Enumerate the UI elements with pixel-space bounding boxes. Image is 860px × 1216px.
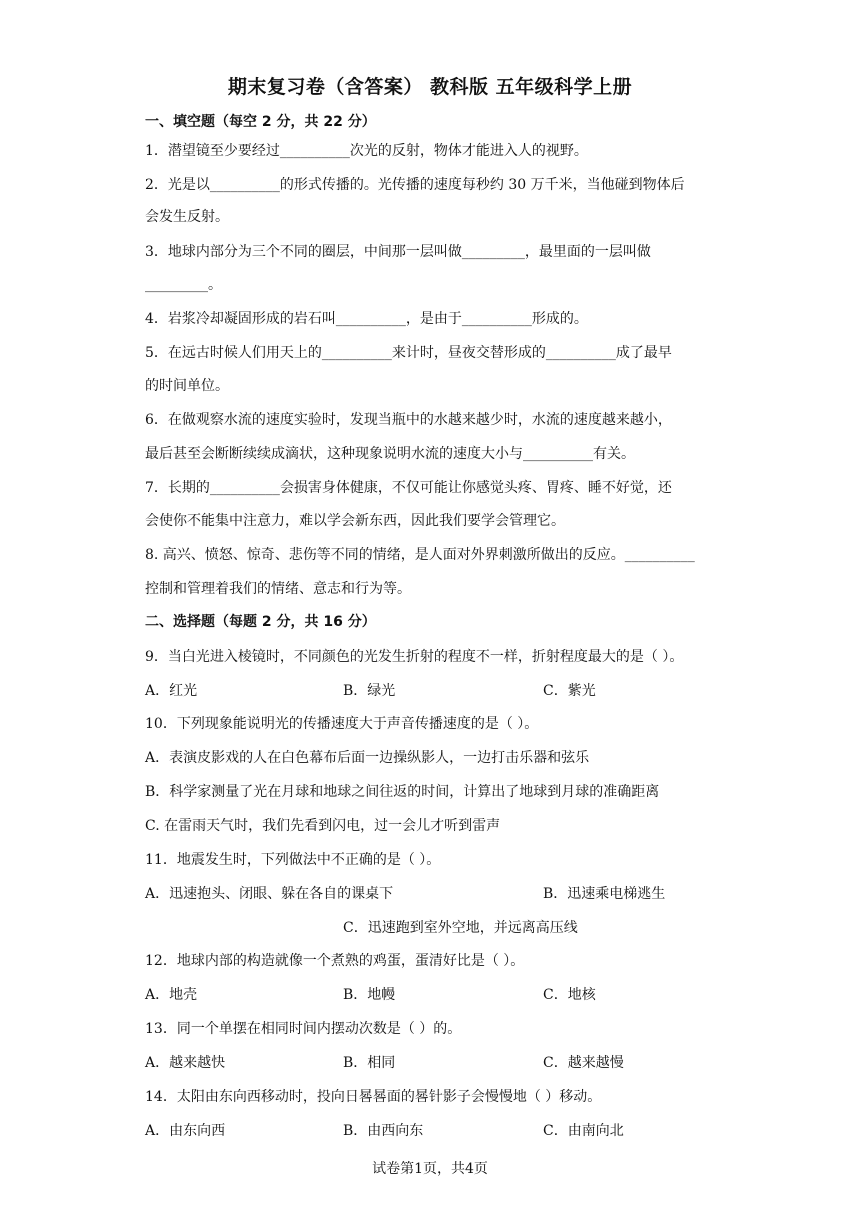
question-2-line-2: 会发生反射。 bbox=[145, 209, 229, 225]
section-heading-multiple-choice: 二、选择题（每题 2 分，共 16 分） bbox=[145, 614, 376, 630]
question-13-option-b: B．相同 bbox=[343, 1055, 396, 1071]
question-9-option-c: C．紫光 bbox=[543, 683, 596, 699]
question-9-option-a: A．红光 bbox=[145, 683, 198, 699]
question-12: 12．地球内部的构造就像一个煮熟的鸡蛋，蛋清好比是（ ）。 bbox=[145, 953, 525, 969]
question-9-option-b: B．绿光 bbox=[343, 683, 396, 699]
question-10-option-c: C. 在雷雨天气时，我们先看到闪电，过一会儿才听到雷声 bbox=[145, 818, 501, 834]
question-10-option-a: A．表演皮影戏的人在白色幕布后面一边操纵影人，一边打击乐器和弦乐 bbox=[145, 750, 590, 766]
question-5-line-1: 5．在远古时候人们用天上的__________来计时，昼夜交替形成的__________成了最早 bbox=[145, 345, 672, 361]
question-11: 11．地震发生时，下列做法中不正确的是（ ）。 bbox=[145, 852, 441, 868]
question-7-line-1: 7．长期的__________会损害身体健康，不仅可能让你感觉头疼、胃疼、睡不好觉，还 bbox=[145, 480, 672, 496]
question-11-option-a: A．迅速抱头、闭眼、躲在各自的课桌下 bbox=[145, 886, 394, 902]
question-11-option-c: C．迅速跑到室外空地，并远离高压线 bbox=[343, 920, 578, 936]
question-14-option-a: A．由东向西 bbox=[145, 1123, 226, 1139]
question-6-line-1: 6．在做观察水流的速度实验时，发现当瓶中的水越来越少时，水流的速度越来越小， bbox=[145, 412, 672, 428]
question-13-option-a: A．越来越快 bbox=[145, 1055, 226, 1071]
page-title: 期末复习卷（含答案） 教科版 五年级科学上册 bbox=[227, 76, 633, 98]
question-12-option-a: A．地壳 bbox=[145, 987, 198, 1003]
question-10: 10．下列现象能说明光的传播速度大于声音传播速度的是（ ）。 bbox=[145, 716, 539, 732]
question-2-line-1: 2．光是以__________的形式传播的。光传播的速度每秒约 30 万千米，当他碰到物体后 bbox=[145, 177, 685, 193]
question-3-line-1: 3．地球内部分为三个不同的圈层，中间那一层叫做_________，最里面的一层叫做 bbox=[145, 244, 651, 260]
question-5-line-2: 的时间单位。 bbox=[145, 378, 229, 394]
page-footer: 试卷第1页，共4页 bbox=[372, 1161, 488, 1177]
question-14: 14．太阳由东向西移动时，投向日晷晷面的晷针影子会慢慢地（ ）移动。 bbox=[145, 1089, 602, 1105]
question-3-line-2: _________。 bbox=[145, 277, 222, 293]
question-13-option-c: C．越来越慢 bbox=[543, 1055, 624, 1071]
question-9: 9．当白光进入棱镜时，不同颜色的光发生折射的程度不一样，折射程度最大的是（ ）。 bbox=[145, 649, 684, 665]
question-4: 4．岩浆冷却凝固形成的岩石叫__________，是由于__________形成的。 bbox=[145, 311, 588, 327]
question-1: 1．潜望镜至少要经过__________次光的反射，物体才能进入人的视野。 bbox=[145, 143, 588, 159]
question-8-line-1: 8. 高兴、愤怒、惊奇、悲伤等不同的情绪，是人面对外界刺激所做出的反应。__________ bbox=[145, 547, 695, 563]
question-11-option-b: B．迅速乘电梯逃生 bbox=[543, 886, 666, 902]
question-6-line-2: 最后甚至会断断续续成滴状，这种现象说明水流的速度大小与__________有关。 bbox=[145, 446, 635, 462]
question-13: 13．同一个单摆在相同时间内摆动次数是（ ）的。 bbox=[145, 1021, 462, 1037]
question-7-line-2: 会使你不能集中注意力，难以学会新东西，因此我们要学会管理它。 bbox=[145, 513, 565, 529]
question-10-option-b: B．科学家测量了光在月球和地球之间往返的时间，计算出了地球到月球的准确距离 bbox=[145, 784, 660, 800]
question-14-option-c: C．由南向北 bbox=[543, 1123, 624, 1139]
section-heading-fill-in: 一、填空题（每空 2 分，共 22 分） bbox=[145, 114, 376, 130]
question-12-option-b: B．地幔 bbox=[343, 987, 396, 1003]
question-14-option-b: B．由西向东 bbox=[343, 1123, 424, 1139]
question-12-option-c: C．地核 bbox=[543, 987, 596, 1003]
question-8-line-2: 控制和管理着我们的情绪、意志和行为等。 bbox=[145, 581, 411, 597]
